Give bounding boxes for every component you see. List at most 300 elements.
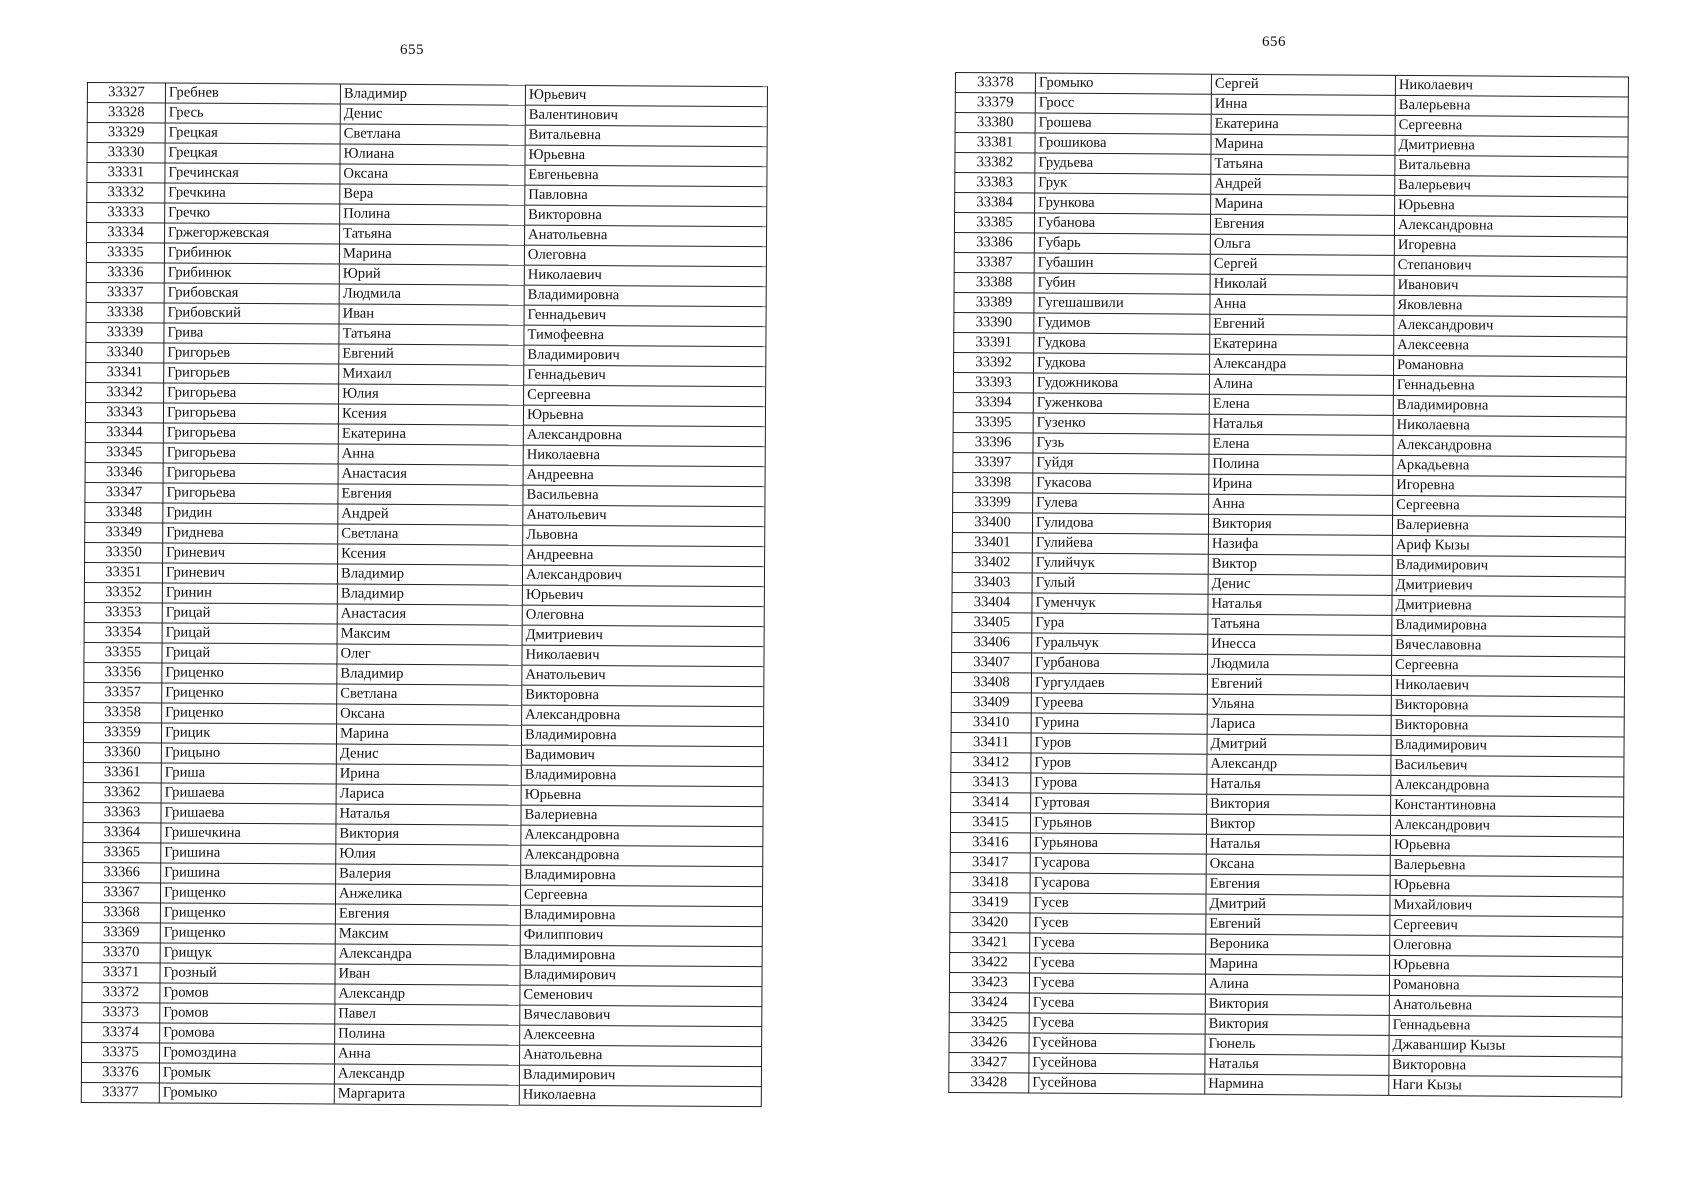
patronymic-cell: Александровна	[521, 825, 763, 846]
patronymic-cell: Владимирович	[520, 965, 762, 986]
patronymic-cell: Васильевич	[1391, 755, 1624, 777]
patronymic-cell: Дмитриевич	[1392, 575, 1625, 597]
surname-cell: Гудкова	[1034, 333, 1210, 354]
surname-cell: Гудкова	[1034, 353, 1210, 374]
patronymic-cell: Валерьевна	[1390, 855, 1623, 877]
surname-cell: Гудимов	[1034, 313, 1210, 334]
record-number-cell: 33392	[954, 352, 1034, 373]
first-name-cell: Александр	[1207, 754, 1391, 775]
record-number-cell: 33352	[84, 582, 162, 602]
surname-cell: Григорьева	[163, 483, 338, 504]
record-number-cell: 33362	[83, 782, 161, 802]
record-number-cell: 33410	[951, 712, 1031, 733]
record-number-cell: 33419	[950, 892, 1030, 913]
surname-cell: Гусева	[1029, 973, 1205, 994]
first-name-cell: Дмитрий	[1207, 734, 1391, 755]
surname-cell: Гулый	[1032, 573, 1208, 594]
surname-cell: Губарь	[1034, 233, 1210, 254]
record-number-cell: 33421	[950, 932, 1030, 953]
patronymic-cell: Александровна	[521, 845, 763, 866]
surname-cell: Гура	[1032, 613, 1208, 634]
patronymic-cell: Витальевна	[525, 125, 767, 146]
first-name-cell: Денис	[336, 744, 521, 765]
first-name-cell: Наталья	[1208, 594, 1392, 615]
first-name-cell: Павел	[335, 1004, 520, 1025]
surname-cell: Грищенко	[160, 883, 335, 904]
patronymic-cell: Николаевна	[1393, 415, 1626, 437]
record-number-cell: 33420	[950, 912, 1030, 933]
record-number-cell: 33380	[955, 113, 1035, 134]
first-name-cell: Марина	[336, 724, 521, 745]
surname-cell: Гусева	[1030, 933, 1206, 954]
patronymic-cell: Викторовна	[522, 685, 764, 706]
patronymic-cell: Андреевна	[523, 465, 765, 486]
surname-cell: Гурина	[1031, 713, 1207, 734]
first-name-cell: Сергей	[1210, 254, 1394, 275]
first-name-cell: Людмила	[1208, 654, 1392, 675]
patronymic-cell: Юрьевна	[1395, 195, 1628, 217]
first-name-cell: Анастасия	[337, 604, 522, 625]
record-number-cell: 33371	[82, 962, 160, 982]
record-number-cell: 33334	[87, 223, 165, 243]
surname-cell: Гузенко	[1033, 413, 1209, 434]
first-name-cell: Анна	[335, 1044, 520, 1065]
patronymic-cell: Евгеньевна	[525, 165, 767, 186]
patronymic-cell: Юрьевна	[521, 785, 763, 806]
surname-cell: Грищенко	[160, 923, 335, 944]
first-name-cell: Лариса	[1207, 714, 1391, 735]
record-number-cell: 33385	[954, 213, 1034, 234]
first-name-cell: Татьяна	[1211, 154, 1395, 175]
patronymic-cell: Сергеевна	[1393, 495, 1626, 517]
record-number-cell: 33377	[81, 1082, 159, 1102]
patronymic-cell: Анатольевич	[523, 505, 765, 526]
surname-cell: Грищенко	[160, 903, 335, 924]
patronymic-cell: Владимировна	[520, 945, 762, 966]
first-name-cell: Анна	[1210, 294, 1394, 315]
surname-cell: Гусарова	[1030, 853, 1206, 874]
record-number-cell: 33412	[951, 752, 1031, 773]
patronymic-cell: Константиновна	[1391, 795, 1624, 817]
surname-cell: Грицай	[162, 603, 337, 624]
record-number-cell: 33335	[86, 243, 164, 263]
first-name-cell: Татьяна	[1208, 614, 1392, 635]
patronymic-cell: Александровна	[523, 425, 765, 446]
patronymic-cell: Витальевна	[1395, 155, 1628, 177]
first-name-cell: Юлиана	[340, 144, 525, 165]
surname-cell: Громов	[160, 983, 335, 1004]
surname-cell: Гришина	[161, 863, 336, 884]
surname-cell: Гусейнова	[1029, 1053, 1205, 1074]
surname-cell: Грицай	[162, 623, 337, 644]
first-name-cell: Ульяна	[1207, 694, 1391, 715]
surname-cell: Гречинская	[165, 163, 340, 184]
first-name-cell: Людмила	[339, 284, 524, 305]
first-name-cell: Маргарита	[334, 1084, 519, 1105]
record-number-cell: 33336	[86, 262, 164, 282]
surname-cell: Гриша	[161, 763, 336, 784]
first-name-cell: Владимир	[337, 664, 522, 685]
first-name-cell: Марина	[1211, 194, 1395, 215]
first-name-cell: Екатерина	[1210, 334, 1394, 355]
patronymic-cell: Николаевич	[524, 265, 766, 286]
patronymic-cell: Аркадьевна	[1393, 455, 1626, 477]
surname-cell: Грива	[164, 323, 339, 344]
patronymic-cell: Ариф Кызы	[1392, 535, 1625, 557]
patronymic-cell: Валерьевич	[1395, 175, 1628, 197]
patronymic-cell: Алексеевна	[1394, 335, 1627, 357]
record-number-cell: 33329	[87, 123, 165, 143]
record-number-cell: 33327	[87, 83, 165, 103]
record-number-cell: 33402	[952, 552, 1032, 573]
record-number-cell: 33358	[84, 702, 162, 722]
first-name-cell: Нармина	[1205, 1074, 1389, 1095]
patronymic-cell: Александровна	[522, 705, 764, 726]
surname-cell: Гречко	[165, 203, 340, 224]
page-number-left: 655	[400, 42, 424, 58]
patronymic-cell: Игоревна	[1394, 235, 1627, 257]
record-number-cell: 33369	[82, 922, 160, 942]
patronymic-cell: Николаевич	[1395, 75, 1628, 97]
patronymic-cell: Дмитриевна	[1392, 595, 1625, 617]
patronymic-cell: Романовна	[1389, 975, 1622, 997]
record-number-cell: 33413	[951, 772, 1031, 793]
surname-cell: Гурбанова	[1032, 653, 1208, 674]
patronymic-cell: Львовна	[523, 525, 765, 546]
surname-cell: Григорьева	[163, 443, 338, 464]
first-name-cell: Светлана	[340, 124, 525, 145]
patronymic-cell: Викторовна	[1389, 1055, 1622, 1077]
first-name-cell: Максим	[337, 624, 522, 645]
surname-cell: Гуртовая	[1031, 793, 1207, 814]
record-number-cell: 33333	[87, 203, 165, 223]
record-number-cell: 33340	[86, 342, 164, 362]
first-name-cell: Полина	[335, 1024, 520, 1045]
record-number-cell: 33407	[952, 652, 1032, 673]
patronymic-cell: Владимировна	[521, 765, 763, 786]
surname-cell: Грошева	[1035, 113, 1211, 134]
surname-cell: Громоздина	[160, 1043, 335, 1064]
first-name-cell: Анжелика	[335, 884, 520, 905]
first-name-cell: Светлана	[338, 524, 523, 545]
surname-cell: Гуйдя	[1033, 453, 1209, 474]
first-name-cell: Полина	[1209, 454, 1393, 475]
record-number-cell: 33381	[955, 133, 1035, 154]
patronymic-cell: Юрьевна	[525, 145, 767, 166]
first-name-cell: Владимир	[337, 564, 522, 585]
surname-cell: Григорьева	[163, 463, 338, 484]
record-number-cell: 33378	[955, 73, 1035, 94]
first-name-cell: Владимир	[337, 584, 522, 605]
patronymic-cell: Вадимович	[521, 745, 763, 766]
surname-cell: Гришечкина	[161, 823, 336, 844]
first-name-cell: Евгений	[1206, 914, 1390, 935]
surname-cell: Гусев	[1030, 893, 1206, 914]
record-number-cell: 33408	[951, 672, 1031, 693]
first-name-cell: Виктория	[1207, 794, 1391, 815]
surname-cell: Гусейнова	[1029, 1033, 1205, 1054]
surname-cell: Грицыно	[161, 743, 336, 764]
first-name-cell: Марина	[339, 244, 524, 265]
first-name-cell: Александр	[334, 1064, 519, 1085]
first-name-cell: Александра	[335, 944, 520, 965]
first-name-cell: Евгений	[1207, 674, 1391, 695]
patronymic-cell: Александровна	[1394, 215, 1627, 237]
record-number-cell: 33328	[87, 103, 165, 123]
record-number-cell: 33398	[953, 472, 1033, 493]
first-name-cell: Вероника	[1206, 934, 1390, 955]
record-number-cell: 33382	[955, 153, 1035, 174]
first-name-cell: Гюнель	[1205, 1034, 1389, 1055]
record-number-cell: 33394	[953, 392, 1033, 413]
patronymic-cell: Тимофеевна	[524, 325, 766, 346]
patronymic-cell: Викторовна	[525, 205, 767, 226]
record-number-cell: 33354	[84, 622, 162, 642]
surname-cell: Гуров	[1031, 733, 1207, 754]
first-name-cell: Екатерина	[1211, 114, 1395, 135]
surname-cell: Гукасова	[1033, 473, 1209, 494]
surname-cell: Гриценко	[162, 703, 337, 724]
record-number-cell: 33397	[953, 452, 1033, 473]
patronymic-cell: Геннадьевна	[1389, 1015, 1622, 1037]
patronymic-cell: Дмитриевна	[1395, 135, 1628, 157]
record-number-cell: 33363	[83, 802, 161, 822]
surname-cell: Грудьева	[1035, 153, 1211, 174]
patronymic-cell: Геннадьевич	[524, 305, 766, 326]
record-number-cell: 33404	[952, 592, 1032, 613]
patronymic-cell: Васильевна	[523, 485, 765, 506]
surname-cell: Гуров	[1031, 753, 1207, 774]
surname-cell: Гулийева	[1032, 533, 1208, 554]
surname-cell: Гусева	[1029, 1013, 1205, 1034]
record-number-cell: 33341	[86, 362, 164, 382]
record-number-cell: 33356	[84, 662, 162, 682]
surname-cell: Грищук	[160, 943, 335, 964]
record-number-cell: 33348	[85, 502, 163, 522]
surname-cell: Гурьянова	[1030, 833, 1206, 854]
record-number-cell: 33387	[954, 252, 1034, 273]
patronymic-cell: Николаевич	[1391, 675, 1624, 697]
first-name-cell: Анастасия	[338, 464, 523, 485]
surname-cell: Громык	[159, 1063, 334, 1084]
page-number-right: 656	[1262, 34, 1286, 50]
record-number-cell: 33345	[85, 442, 163, 462]
first-name-cell: Ирина	[336, 764, 521, 785]
record-number-cell: 33367	[82, 882, 160, 902]
patronymic-cell: Владимировна	[520, 905, 762, 926]
surname-cell: Гурьянов	[1030, 813, 1206, 834]
patronymic-cell: Андреевна	[523, 545, 765, 566]
record-number-cell: 33343	[85, 402, 163, 422]
surname-cell: Гусев	[1030, 913, 1206, 934]
record-number-cell: 33359	[83, 722, 161, 742]
patronymic-cell: Владимирович	[1392, 555, 1625, 577]
patronymic-cell: Филиппович	[520, 925, 762, 946]
patronymic-cell: Яковлевна	[1394, 295, 1627, 317]
patronymic-cell: Валерьевна	[1395, 95, 1628, 117]
record-number-cell: 33409	[951, 692, 1031, 713]
patronymic-cell: Геннадьевич	[524, 365, 766, 386]
first-name-cell: Марина	[1211, 134, 1395, 155]
record-number-cell: 33372	[82, 982, 160, 1002]
first-name-cell: Назифа	[1208, 534, 1392, 555]
first-name-cell: Елена	[1209, 394, 1393, 415]
record-number-cell: 33399	[953, 492, 1033, 513]
patronymic-cell: Вячеславовна	[1392, 635, 1625, 657]
first-name-cell: Сергей	[1211, 74, 1395, 95]
first-name-cell: Анна	[1209, 494, 1393, 515]
first-name-cell: Светлана	[337, 684, 522, 705]
record-number-cell: 33350	[85, 542, 163, 562]
patronymic-cell: Дмитриевич	[522, 625, 764, 646]
patronymic-cell: Наги Кызы	[1389, 1075, 1622, 1097]
surname-cell: Грибинюк	[164, 263, 339, 284]
patronymic-cell: Владимирович	[1391, 735, 1624, 757]
first-name-cell: Виктор	[1206, 814, 1390, 835]
patronymic-cell: Юрьевна	[1390, 835, 1623, 857]
surname-cell: Грецкая	[165, 123, 340, 144]
surname-cell: Гринин	[162, 583, 337, 604]
surname-cell: Гриневич	[163, 543, 338, 564]
surname-cell: Гулидова	[1032, 513, 1208, 534]
surname-cell: Гржегоржевская	[165, 223, 340, 244]
first-name-cell: Виктор	[1208, 554, 1392, 575]
first-name-cell: Юлия	[339, 384, 524, 405]
surname-cell: Грункова	[1035, 193, 1211, 214]
first-name-cell: Марина	[1206, 954, 1390, 975]
first-name-cell: Инна	[1211, 94, 1395, 115]
first-name-cell: Денис	[1208, 574, 1392, 595]
first-name-cell: Наталья	[336, 804, 521, 825]
record-number-cell: 33414	[951, 792, 1031, 813]
surname-cell: Гришаева	[161, 783, 336, 804]
first-name-cell: Валерия	[336, 864, 521, 885]
patronymic-cell: Анатольевич	[522, 665, 764, 686]
surname-cell: Григорьева	[163, 403, 338, 424]
patronymic-cell: Николаевич	[522, 645, 764, 666]
record-number-cell: 33405	[952, 612, 1032, 633]
first-name-cell: Татьяна	[339, 324, 524, 345]
record-number-cell: 33349	[85, 522, 163, 542]
first-name-cell: Инесса	[1208, 634, 1392, 655]
record-number-cell: 33416	[950, 832, 1030, 853]
record-number-cell: 33355	[84, 642, 162, 662]
surname-cell: Гулийчук	[1032, 553, 1208, 574]
table-row	[949, 1072, 1622, 1096]
record-number-cell: 33427	[949, 1052, 1029, 1073]
surname-cell: Гриневич	[162, 563, 337, 584]
record-number-cell: 33338	[86, 302, 164, 322]
record-number-cell: 33401	[952, 532, 1032, 553]
surname-cell: Григорьев	[164, 343, 339, 364]
record-number-cell: 33365	[83, 842, 161, 862]
record-number-cell: 33332	[87, 183, 165, 203]
surname-cell: Губанова	[1034, 213, 1210, 234]
surname-cell: Гришаева	[161, 803, 336, 824]
first-name-cell: Ирина	[1209, 474, 1393, 495]
first-name-cell: Олег	[337, 644, 522, 665]
patronymic-cell: Сергеевна	[1395, 115, 1628, 137]
patronymic-cell: Семенович	[520, 985, 762, 1006]
record-number-cell: 33418	[950, 872, 1030, 893]
first-name-cell: Максим	[335, 924, 520, 945]
first-name-cell: Полина	[340, 204, 525, 225]
surname-cell: Гребнев	[165, 83, 340, 104]
surname-cell: Гриценко	[162, 663, 337, 684]
record-number-cell: 33406	[952, 632, 1032, 653]
patronymic-cell: Владимировна	[1392, 615, 1625, 637]
first-name-cell: Евгения	[338, 484, 523, 505]
patronymic-cell: Валериевна	[1392, 515, 1625, 537]
surname-cell: Гресь	[165, 103, 340, 124]
first-name-cell: Денис	[340, 104, 525, 125]
surname-cell: Гуральчук	[1032, 633, 1208, 654]
record-number-cell: 33370	[82, 942, 160, 962]
first-name-cell: Дмитрий	[1206, 894, 1390, 915]
patronymic-cell: Сергеевна	[520, 885, 762, 906]
surname-cell: Грук	[1035, 173, 1211, 194]
surname-cell: Гургулдаев	[1031, 673, 1207, 694]
surname-cell: Гусева	[1029, 993, 1205, 1014]
first-name-cell: Алина	[1209, 374, 1393, 395]
patronymic-cell: Романовна	[1393, 355, 1626, 377]
first-name-cell: Юлия	[336, 844, 521, 865]
first-name-cell: Юрий	[339, 264, 524, 285]
patronymic-cell: Олеговна	[524, 245, 766, 266]
first-name-cell: Евгения	[1210, 214, 1394, 235]
record-number-cell: 33339	[86, 322, 164, 342]
first-name-cell: Оксана	[340, 164, 525, 185]
surname-cell: Губин	[1034, 273, 1210, 294]
surname-cell: Гурова	[1031, 773, 1207, 794]
patronymic-cell: Сергеевич	[1390, 915, 1623, 937]
patronymic-cell: Михайлович	[1390, 895, 1623, 917]
first-name-cell: Виктория	[336, 824, 521, 845]
record-number-cell: 33364	[83, 822, 161, 842]
surname-cell: Грицик	[161, 723, 336, 744]
first-name-cell: Алина	[1205, 974, 1389, 995]
patronymic-cell: Олеговна	[1390, 935, 1623, 957]
first-name-cell: Евгения	[335, 904, 520, 925]
record-number-cell: 33396	[953, 432, 1033, 453]
patronymic-cell: Павловна	[525, 185, 767, 206]
record-number-cell: 33344	[85, 422, 163, 442]
first-name-cell: Вера	[340, 184, 525, 205]
patronymic-cell: Викторовна	[1391, 695, 1624, 717]
first-name-cell: Оксана	[337, 704, 522, 725]
surname-cell: Гуреева	[1031, 693, 1207, 714]
surname-cell: Грибинюк	[164, 243, 339, 264]
patronymic-cell: Александровна	[1393, 435, 1626, 457]
first-name-cell: Виктория	[1205, 994, 1389, 1015]
record-number-cell: 33383	[955, 173, 1035, 194]
record-number-cell: 33391	[954, 332, 1034, 353]
roster-table-right	[948, 72, 1629, 1097]
patronymic-cell: Степанович	[1394, 255, 1627, 277]
patronymic-cell: Николаевна	[519, 1085, 761, 1106]
record-number-cell: 33415	[950, 812, 1030, 833]
patronymic-cell: Юрьевич	[525, 85, 767, 106]
roster-table-left	[81, 82, 768, 1107]
record-number-cell: 33360	[83, 742, 161, 762]
surname-cell: Громыко	[159, 1083, 334, 1104]
record-number-cell: 33375	[82, 1042, 160, 1062]
patronymic-cell: Геннадьевна	[1393, 375, 1626, 397]
patronymic-cell: Игоревна	[1393, 475, 1626, 497]
record-number-cell: 33366	[83, 862, 161, 882]
first-name-cell: Виктория	[1208, 514, 1392, 535]
patronymic-cell: Сергеевна	[1392, 655, 1625, 677]
